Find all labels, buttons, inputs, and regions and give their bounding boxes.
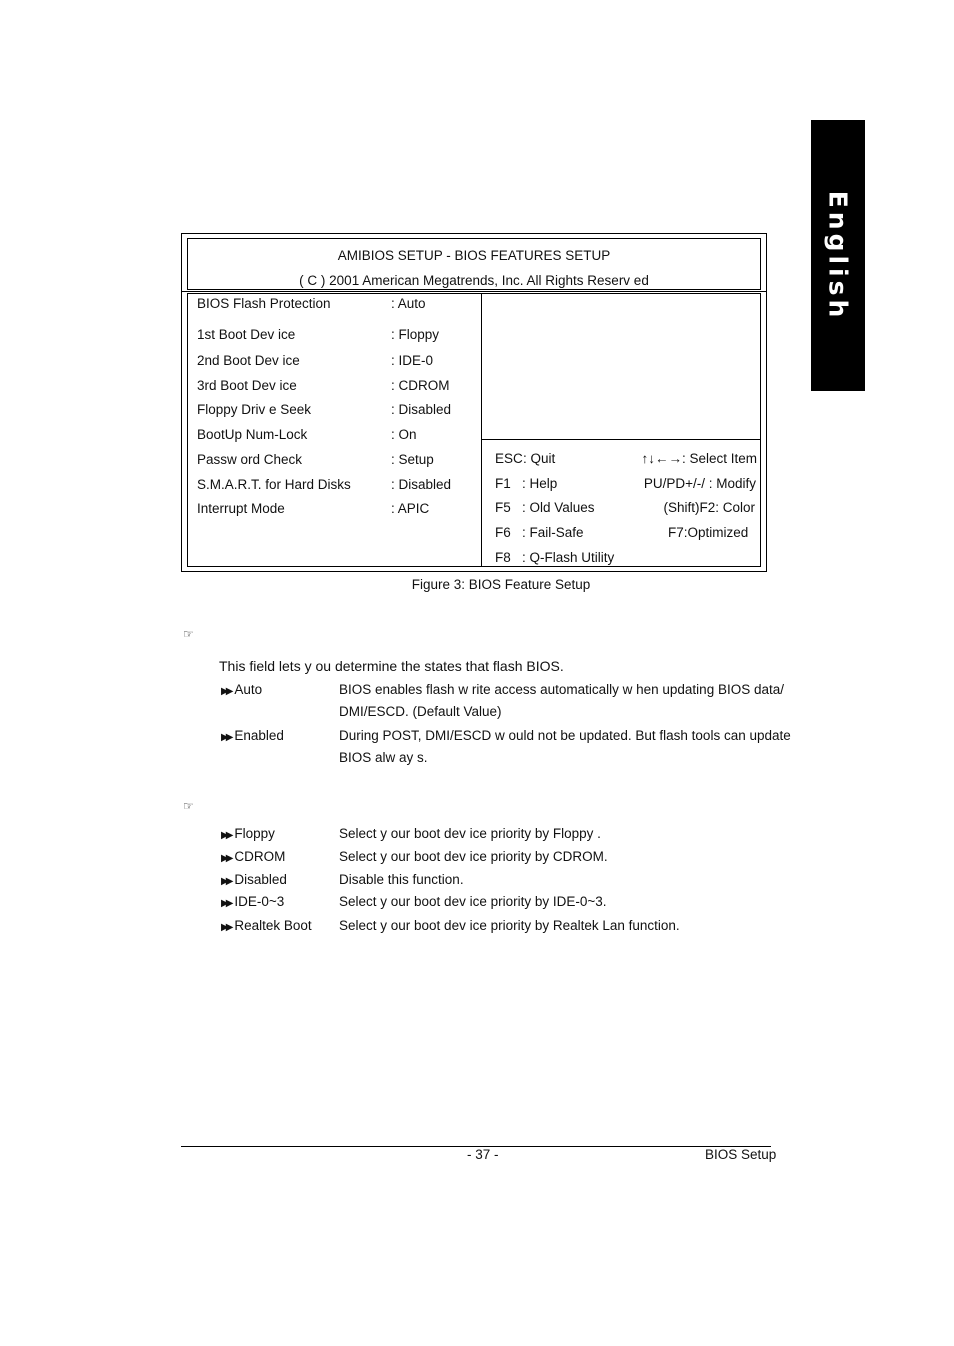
bios-header-title: AMIBIOS SETUP - BIOS FEATURES SETUP bbox=[337, 248, 611, 263]
option-name: CDROM bbox=[234, 849, 286, 864]
key-f8: F8 bbox=[495, 550, 511, 565]
double-right-arrow-icon: ▶▶ bbox=[221, 898, 231, 909]
setting-value-numlock[interactable]: : On bbox=[391, 427, 417, 442]
option-name: IDE-0~3 bbox=[234, 894, 285, 909]
footer-section-name: BIOS Setup bbox=[705, 1147, 777, 1162]
key-f1-desc: : Help bbox=[522, 476, 558, 491]
option-name: Enabled bbox=[234, 728, 284, 743]
option-desc: Select y our boot dev ice priority by Realtek Lan function. bbox=[339, 918, 680, 933]
setting-value-password[interactable]: : Setup bbox=[391, 452, 434, 467]
pointing-hand-icon: ☞ bbox=[183, 799, 194, 813]
option-desc: Select y our boot dev ice priority by IDE-0~3. bbox=[339, 894, 607, 909]
option-desc: Select y our boot dev ice priority by CDROM. bbox=[339, 849, 608, 864]
bios-divider bbox=[182, 291, 766, 292]
setting-label-password: Passw ord Check bbox=[197, 452, 303, 467]
language-tab-label: English bbox=[823, 190, 853, 321]
help-panel bbox=[481, 293, 761, 567]
setting-value-flash-protection[interactable]: : Auto bbox=[391, 296, 426, 311]
double-right-arrow-icon: ▶▶ bbox=[221, 876, 231, 887]
option-cdrom bbox=[221, 849, 285, 864]
key-color: (Shift)F2: Color bbox=[663, 500, 755, 515]
setting-label-1st-boot: 1st Boot Dev ice bbox=[197, 327, 296, 342]
key-f5: F5 bbox=[495, 500, 511, 515]
setting-label-floppy-seek: Floppy Driv e Seek bbox=[197, 402, 312, 417]
page-number: - 37 - bbox=[467, 1147, 499, 1162]
key-modify: PU/PD+/-/ : Modify bbox=[643, 476, 756, 491]
option-desc-line: During POST, DMI/ESCD w ould not be updated. But flash tools can update bbox=[339, 728, 791, 743]
language-tab bbox=[811, 120, 865, 391]
bios-body bbox=[187, 293, 761, 567]
option-desc-line: DMI/ESCD. (Default Value) bbox=[339, 704, 502, 719]
option-ide bbox=[221, 894, 284, 909]
double-right-arrow-icon: ▶▶ bbox=[221, 732, 231, 743]
key-f1: F1 bbox=[495, 476, 511, 491]
option-name: Auto bbox=[234, 682, 263, 697]
help-separator bbox=[482, 439, 761, 440]
key-optimized: F7:Optimized bbox=[668, 525, 749, 540]
key-select-item: ↑↓←→: Select Item bbox=[641, 451, 757, 466]
key-f6: F6 bbox=[495, 525, 511, 540]
bios-setup-figure bbox=[181, 233, 767, 572]
key-esc-desc: : Quit bbox=[523, 451, 556, 466]
option-desc: Disable this function. bbox=[339, 872, 464, 887]
option-realtek bbox=[221, 918, 312, 933]
setting-value-3rd-boot[interactable]: : CDROM bbox=[391, 378, 450, 393]
setting-label-smart: S.M.A.R.T. for Hard Disks bbox=[197, 477, 351, 492]
setting-value-1st-boot[interactable]: : Floppy bbox=[391, 327, 440, 342]
option-floppy bbox=[221, 826, 275, 841]
key-f6-desc: : Fail-Safe bbox=[522, 525, 584, 540]
setting-value-2nd-boot[interactable]: : IDE-0 bbox=[391, 353, 434, 368]
setting-value-floppy-seek[interactable]: : Disabled bbox=[391, 402, 452, 417]
key-esc: ESC bbox=[495, 451, 523, 466]
setting-label-numlock: BootUp Num-Lock bbox=[197, 427, 308, 442]
option-disabled bbox=[221, 872, 287, 887]
setting-label-2nd-boot: 2nd Boot Dev ice bbox=[197, 353, 300, 368]
option-name: Realtek Boot bbox=[234, 918, 312, 933]
option-enabled bbox=[221, 728, 284, 743]
figure-caption: Figure 3: BIOS Feature Setup bbox=[411, 577, 591, 592]
key-f8-desc: : Q-Flash Utility bbox=[522, 550, 615, 565]
option-desc: Select y our boot dev ice priority by Floppy . bbox=[339, 826, 601, 841]
option-desc-line: BIOS enables flash w rite access automatically w hen updating BIOS data/ bbox=[339, 682, 784, 697]
option-name: Floppy bbox=[234, 826, 275, 841]
bios-header-copyright: ( C ) 2001 American Megatrends, Inc. All Rights Reserv ed bbox=[299, 273, 649, 288]
key-f5-desc: : Old Values bbox=[522, 500, 595, 515]
setting-value-interrupt[interactable]: : APIC bbox=[391, 501, 430, 516]
double-right-arrow-icon: ▶▶ bbox=[221, 922, 231, 933]
section1-intro: This field lets y ou determine the states that flash BIOS. bbox=[219, 658, 564, 674]
double-right-arrow-icon: ▶▶ bbox=[221, 830, 231, 841]
pointing-hand-icon: ☞ bbox=[183, 627, 194, 641]
double-right-arrow-icon: ▶▶ bbox=[221, 853, 231, 864]
setting-label-flash-protection: BIOS Flash Protection bbox=[197, 296, 331, 311]
option-name: Disabled bbox=[234, 872, 287, 887]
option-auto bbox=[221, 682, 262, 697]
double-right-arrow-icon: ▶▶ bbox=[221, 686, 231, 697]
setting-value-smart[interactable]: : Disabled bbox=[391, 477, 452, 492]
bios-header bbox=[187, 238, 761, 290]
setting-label-3rd-boot: 3rd Boot Dev ice bbox=[197, 378, 297, 393]
option-desc-line: BIOS alw ay s. bbox=[339, 750, 428, 765]
setting-label-interrupt: Interrupt Mode bbox=[197, 501, 285, 516]
